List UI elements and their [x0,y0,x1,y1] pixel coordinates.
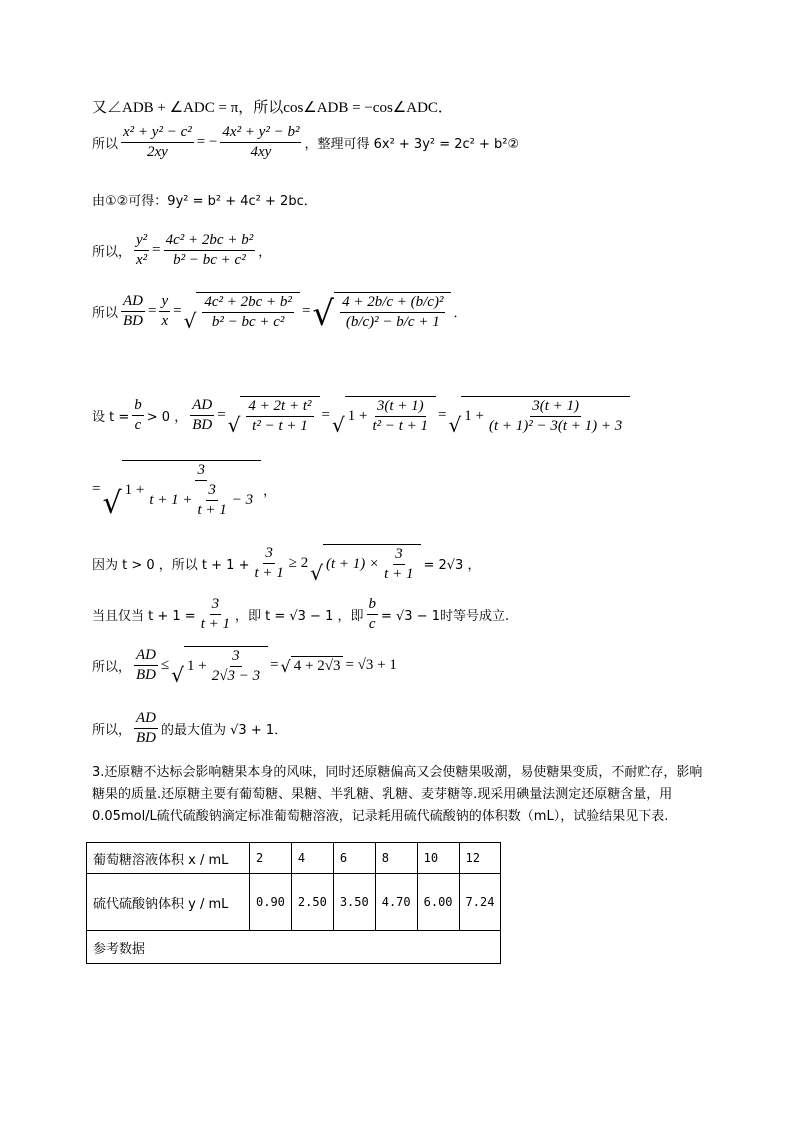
numerator: y [159,293,170,312]
denominator: 4xy [250,144,272,160]
numerator: b [132,397,144,416]
denominator: b² − bc + c² [211,314,285,330]
fraction [370,398,430,435]
text: = √3 + 1 [345,657,397,673]
table-row [87,843,501,874]
line-angle-sum [92,96,453,117]
numerator: 4c² + 2bc + b² [164,232,256,251]
denominator: x² [136,252,148,268]
fraction [195,482,228,519]
text: 由①②可得：9y² = b² + 4c² + 2bc． [92,194,317,209]
fraction [220,124,301,161]
cell: 12 [459,843,501,874]
text: 所以 [92,306,119,321]
reference-data-label: 参考数据 [87,931,501,964]
cell: 2 [250,843,292,874]
operator: = [152,242,161,258]
fraction [134,232,149,269]
denominator: BD [123,313,144,329]
numerator: AD [134,710,158,729]
fraction [202,294,294,331]
line-nested-fraction [92,460,276,519]
operator: = [270,657,279,673]
denominator: t + 1 [384,566,414,582]
numerator: 3(t + 1) [530,398,581,417]
square-root: √ 1 + $\frac{3}{2√3 - 3}$ [171,646,268,685]
numerator: 3 [210,596,222,615]
denominator: b² − bc + c² [173,252,246,268]
numerator: 3(t + 1) [375,398,426,417]
fraction [252,545,285,582]
text: 所以 [92,137,119,152]
operator: = [92,481,101,497]
text: ，整理可得 6x² + 3y² = 2c² + b²② [304,137,520,152]
line-maximum [92,710,287,747]
denominator: (t + 1)² − 3(t + 1) + 3 [488,418,623,434]
numerator: 3 [393,546,405,565]
line-substitution: 设 t = $\frac{b}{c}$ > 0 ， $\frac{AD}{BD}$ = √ $\frac{\text{4 + 2t + t²}}{\text{t² − t + 1}}$ = √ 1 + $\frac{3(t + 1)}{\text{t² − t + 1}}$ = √ 1 + $\frac{3(t + 1)}{\text{(t + 1)² − 3(t + 1) + 3}}$ [92,396,632,435]
numerator: AD [121,293,145,312]
denominator: BD [192,417,213,433]
square-root: √ 1 + 3 t + 1 + $\frac{3}{t + 1}$ − 3 [102,460,261,519]
text: 设 t = [92,410,130,425]
operator: = − [196,134,218,150]
cell: 6.00 [417,874,459,931]
fraction [134,647,158,684]
text: = √3 − 1时等号成立. [381,609,510,624]
numerator: AD [134,647,158,666]
fraction [121,293,145,330]
line-ratio-root: 所以 $\frac{AD}{BD}$ = $\frac{y}{x}$ = √ $\frac{\text{4c² + 2bc + b²}}{\text{b² − bc + c²}}$ = √ $\frac{\text{4 + 2b/c + (b/c)²}}{\text{(b/c)² − b/c + 1}}$ ． [92,293,467,334]
numerator: 3 [195,462,207,481]
cell: 7.24 [459,874,501,931]
fraction [199,596,232,633]
problem-3-text: 3.还原糖不达标会影响糖果本身的风味，同时还原糖偏高又会使糖果吸潮，易使糖果变质，不耐贮存，影响糖果的质量.还原糖主要有葡萄糖、果糖、半乳糖、乳糖、麦芽糖等.现采用碘量法测定还原糖含量，用0.05mol/L硫代硫酸钠滴定标准葡萄糖溶液，记录耗用硫代硫酸钠的体积数（mL），试验结果见下表. [92,765,703,824]
operator: ≥ 2 [288,555,309,571]
fraction [210,648,262,685]
denominator: BD [136,667,157,683]
line-cos-equation [92,124,519,161]
numerator: 4x² + y² − b² [220,124,301,143]
text: 所以， [92,723,132,738]
fraction [132,397,144,434]
angle-sum-text: 又∠ADB + ∠ADC = π，所以cos∠ADB = −cos∠ADC． [92,100,453,116]
square-root: √ $\frac{\text{4c² + 2bc + b²}}{\text{b² − bc + c²}}$ [184,292,300,331]
denominator: BD [136,730,157,746]
denominator: x [161,313,169,329]
cell: 4 [291,843,333,874]
denominator: 2xy [146,144,168,160]
cell: 10 [417,843,459,874]
fraction [121,124,194,161]
text: (t + 1) × [326,556,380,572]
numerator: y² [134,232,149,251]
square-root: √ 4 + 2√3 [281,656,344,675]
numerator: AD [190,397,214,416]
denominator: t² − t + 1 [372,418,429,434]
text: = 2√3 ， [423,558,481,573]
row-label-glucose: 葡萄糖溶液体积 x / mL [87,843,250,874]
denominator: t + 1 [200,616,230,632]
line-upper-bound [92,646,397,685]
fraction [164,232,256,269]
denominator: (b/c)² − b/c + 1 [345,314,440,330]
cell: 4.70 [375,874,417,931]
table-row [87,874,501,931]
numerator: b [367,596,379,615]
square-root: √ $\frac{\text{4 + 2t + t²}}{\text{t² − t + 1}}$ [228,396,320,435]
text: 1 + [464,408,484,424]
text: 所以， [92,245,132,260]
text: t + 1 + [149,492,193,508]
numerator: 4 + 2t + t² [246,398,313,417]
fraction [246,398,313,435]
square-root: √ 1 + $\frac{3(t + 1)}{\text{(t + 1)² − 3(t + 1) + 3}}$ [448,396,630,435]
text: 所以， [92,660,132,675]
cell: 2.50 [291,874,333,931]
cell: 0.90 [250,874,292,931]
denominator: c [368,616,376,632]
line-combined [92,190,317,209]
line-am-gm [92,544,480,583]
denominator: 2√3 − 3 [211,668,261,684]
text: 因为 t > 0 ，所以 t + 1 + [92,558,250,573]
numerator: x² + y² − c² [121,124,194,143]
fraction [190,397,214,434]
fraction [382,546,415,583]
fraction [340,294,445,331]
numerator: 3 [263,545,275,564]
text: ，即 t = √3 − 1 ，即 [234,609,364,624]
text: ． [453,306,467,321]
text: 1 + [347,408,368,424]
table-row [87,931,501,964]
text: ， [263,484,277,499]
square-root: √ (t + 1) × $\frac{3}{t + 1}$ [310,544,421,583]
fraction [487,398,624,435]
fraction [159,293,170,330]
titration-table [86,842,501,964]
numerator: 4 + 2b/c + (b/c)² [340,294,445,313]
radicand: 4 + 2√3 [291,656,344,675]
text: 的最大值为 √3 + 1． [161,723,288,738]
text: 1 + [187,658,207,674]
text: ， [258,245,272,260]
denominator: t + 1 [254,565,284,581]
square-root: √ $\frac{\text{4 + 2b/c + (b/c)²}}{\text{(b/c)² − b/c + 1}}$ [312,292,451,331]
row-label-thiosulfate: 硫代硫酸钠体积 y / mL [87,874,250,931]
fraction [367,596,379,633]
denominator: t + 1 [197,502,227,518]
square-root: √ 1 + $\frac{3(t + 1)}{\text{t² − t + 1}}$ [332,396,436,435]
text: − 3 [231,492,254,508]
cell: 6 [333,843,375,874]
denominator: c [134,417,142,433]
cell: 8 [375,843,417,874]
numerator: 3 [206,482,218,501]
fraction [147,462,255,519]
denominator [147,481,255,519]
fraction [134,710,158,747]
cell: 3.50 [333,874,375,931]
numerator: 4c² + 2bc + b² [202,294,294,313]
line-equality-condition [92,596,509,633]
text: 1 + [124,482,145,498]
operator: ≤ [161,657,170,673]
text: 当且仅当 t + 1 = [92,609,196,624]
line-ratio-sq [92,232,271,269]
denominator: t² − t + 1 [252,418,308,434]
text: > 0 ， [146,410,188,425]
numerator: 3 [230,648,242,667]
